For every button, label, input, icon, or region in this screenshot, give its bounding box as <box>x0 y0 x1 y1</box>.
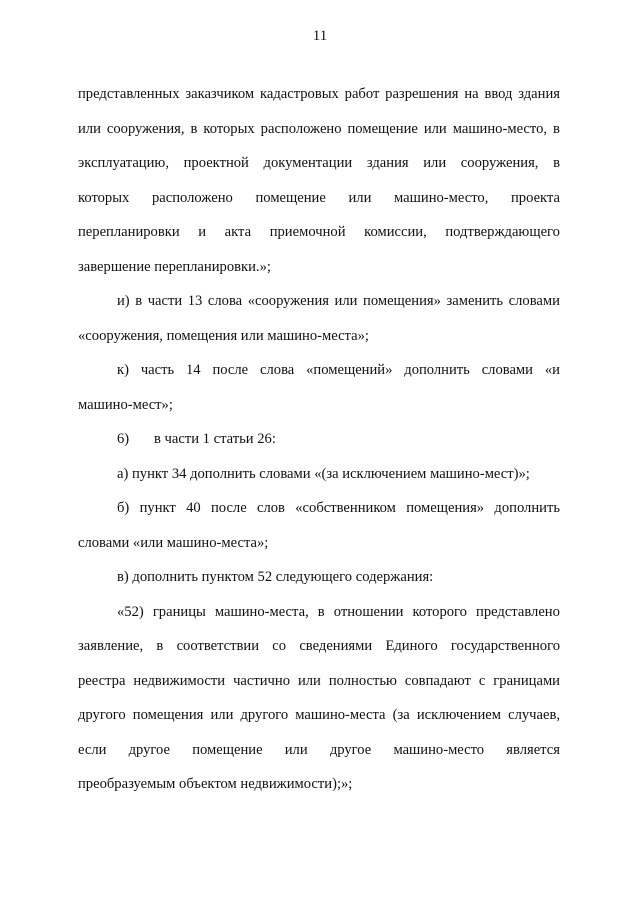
text-line: «сооружения, помещения или машино-места»; <box>78 328 369 344</box>
word: полностью <box>328 673 397 689</box>
word: в <box>317 604 325 620</box>
word: «52) <box>117 604 144 620</box>
text-line <box>78 637 560 655</box>
word: или <box>210 707 234 723</box>
text-line: машино-мест»; <box>78 397 173 413</box>
word: словами <box>508 293 560 309</box>
word: заявление, <box>78 638 144 654</box>
word: эксплуатацию, <box>78 155 169 171</box>
text-line <box>117 603 560 621</box>
word: на <box>464 86 479 102</box>
word: государственного <box>450 638 560 654</box>
word: является <box>506 742 560 758</box>
text-line: словами «или машино-места»; <box>78 535 269 551</box>
word: помещения» <box>363 293 441 309</box>
word: часть <box>140 362 175 378</box>
text-line <box>78 706 560 724</box>
word: если <box>78 742 107 758</box>
word: «и <box>544 362 560 378</box>
word: сооружения, <box>460 155 539 171</box>
text-line: в) дополнить пунктом 52 следующего содержания: <box>117 569 434 585</box>
text-line <box>117 292 560 310</box>
text-line <box>117 430 560 448</box>
word: Единого <box>385 638 438 654</box>
word: помещение <box>255 190 326 206</box>
text-line <box>78 154 560 172</box>
word: (за <box>392 707 410 723</box>
text-line <box>78 120 560 138</box>
word: с <box>478 673 486 689</box>
word: 40 <box>186 500 201 516</box>
word: недвижимости <box>133 673 226 689</box>
word: расположено <box>151 190 233 206</box>
word: машино-места <box>295 707 386 723</box>
word: случаев, <box>508 707 560 723</box>
word: части <box>147 293 183 309</box>
word: соответствии <box>176 638 260 654</box>
page-number: 11 <box>312 28 328 44</box>
word: ввод <box>484 86 513 102</box>
list-marker: 6) <box>117 431 130 447</box>
word: в <box>156 638 164 654</box>
word: которого <box>412 604 467 620</box>
word: кадастровых <box>259 86 339 102</box>
word: работ <box>344 86 380 102</box>
word: границы <box>152 604 206 620</box>
word: слов <box>257 500 285 516</box>
word: помещение <box>347 121 418 137</box>
word: сведениями <box>299 638 373 654</box>
word: машино-места, <box>214 604 309 620</box>
word: после <box>210 500 247 516</box>
word: слова <box>260 362 295 378</box>
word: словами <box>481 362 533 378</box>
word: пункт <box>139 500 176 516</box>
word: машино-место, <box>394 190 489 206</box>
word: в <box>553 155 560 171</box>
word: представленных <box>78 86 180 102</box>
word: подтверждающего <box>445 224 560 240</box>
text-line <box>78 85 560 103</box>
word: или <box>348 190 372 206</box>
word: в <box>135 293 143 309</box>
text-line: преобразуемым объектом недвижимости);»; <box>78 776 353 792</box>
text-line <box>78 223 560 241</box>
list-item-text: в части 1 статьи 26: <box>154 431 276 447</box>
text-line <box>78 189 560 207</box>
word: границами <box>493 673 560 689</box>
word: документации <box>263 155 353 171</box>
word: другого <box>240 707 289 723</box>
word: помещение <box>192 742 263 758</box>
word: совпадают <box>404 673 471 689</box>
word: дополнить <box>404 362 470 378</box>
word: дополнить <box>494 500 560 516</box>
word: или <box>423 121 447 137</box>
word: помещения <box>132 707 204 723</box>
word: расположено <box>260 121 342 137</box>
word: после <box>212 362 249 378</box>
word: «помещений» <box>306 362 393 378</box>
word: проектной <box>183 155 249 171</box>
word: другое <box>329 742 372 758</box>
word: или <box>297 673 321 689</box>
text-line <box>78 672 560 690</box>
word: или <box>334 293 358 309</box>
word: или <box>423 155 447 171</box>
word: машино-место, <box>452 121 548 137</box>
word: другое <box>128 742 171 758</box>
word: 14 <box>186 362 201 378</box>
word: проекта <box>510 190 560 206</box>
word: отношении <box>333 604 404 620</box>
word: реестра <box>78 673 126 689</box>
word: комиссии, <box>364 224 427 240</box>
word: «собственником <box>295 500 396 516</box>
word: акта <box>224 224 252 240</box>
word: здания <box>518 86 560 102</box>
text-line <box>117 499 560 517</box>
word: частично <box>233 673 290 689</box>
word: помещения» <box>406 500 485 516</box>
word: или <box>78 121 101 137</box>
word: которых <box>78 190 130 206</box>
word: сооружения, <box>106 121 185 137</box>
word: в <box>552 121 560 137</box>
word: «сооружения <box>247 293 329 309</box>
word: другого <box>78 707 126 723</box>
word: и) <box>117 293 130 309</box>
word: заменить <box>446 293 504 309</box>
word: перепланировки <box>78 224 180 240</box>
word: и <box>198 224 207 240</box>
word: или <box>284 742 308 758</box>
word: исключением <box>416 707 501 723</box>
word: представлено <box>476 604 560 620</box>
word: приемочной <box>269 224 346 240</box>
word: со <box>272 638 287 654</box>
text-line: завершение перепланировки.»; <box>78 259 271 275</box>
word: заказчиком <box>185 86 255 102</box>
word: здания <box>366 155 409 171</box>
word: разрешения <box>385 86 459 102</box>
word: к) <box>117 362 129 378</box>
text-line: а) пункт 34 дополнить словами «(за исключением машино-мест)»; <box>117 466 530 482</box>
word: слова <box>207 293 243 309</box>
word: машино-место <box>393 742 485 758</box>
text-line <box>117 361 560 379</box>
word: б) <box>117 500 130 516</box>
word: которых <box>203 121 255 137</box>
word: 13 <box>187 293 203 309</box>
text-line <box>78 741 560 759</box>
word: в <box>190 121 198 137</box>
